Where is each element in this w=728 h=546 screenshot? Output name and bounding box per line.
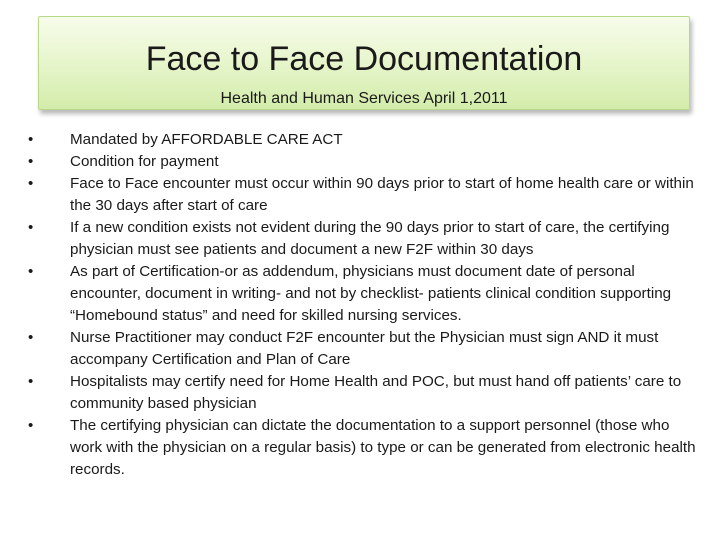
bullet-text: Hospitalists may certify need for Home Health and POC, but must hand off patients’ care to community based physician xyxy=(70,373,682,412)
title-box xyxy=(38,16,690,110)
bullet-text: The certifying physician can dictate the documentation to a support personnel (those who work with the physician on a regular basis) to type or can be generated from electronic health records. xyxy=(70,417,696,478)
bullet-text: If a new condition exists not evident during the 90 days prior to start of care, the certifying physician must see patients and document a new F2F within 30 days xyxy=(70,219,670,258)
bullet-item xyxy=(28,129,698,151)
bullet-item xyxy=(28,371,698,415)
bullet-item xyxy=(28,415,698,481)
bullet-item xyxy=(28,327,698,371)
slide-title: Face to Face Documentation xyxy=(145,40,583,78)
bullet-text: As part of Certification-or as addendum, physicians must document date of personal encounter, document in writing- and not by checklist- patients clinical condition supporting “Homebound status” and need for skilled nursing services. xyxy=(70,263,672,324)
bullet-icon: • xyxy=(28,219,34,236)
bullet-list xyxy=(28,129,698,481)
bullet-item xyxy=(28,261,698,327)
bullet-icon: • xyxy=(28,131,34,148)
bullet-item xyxy=(28,151,698,173)
bullet-item xyxy=(28,173,698,217)
bullet-text: Face to Face encounter must occur within 90 days prior to start of home health care or within the 30 days after start of care xyxy=(70,175,694,214)
bullet-item xyxy=(28,217,698,261)
bullet-icon: • xyxy=(28,153,34,170)
bullet-text: Nurse Practitioner may conduct F2F encounter but the Physician must sign AND it must accompany Certification and Plan of Care xyxy=(70,329,659,368)
bullet-icon: • xyxy=(28,329,34,346)
bullet-icon: • xyxy=(28,417,34,434)
bullet-icon: • xyxy=(28,263,34,280)
bullet-text: Condition for payment xyxy=(70,153,219,170)
bullet-icon: • xyxy=(28,373,34,390)
bullet-icon: • xyxy=(28,175,34,192)
slide-subtitle: Health and Human Services April 1,2011 xyxy=(220,90,508,107)
bullet-text: Mandated by AFFORDABLE CARE ACT xyxy=(70,131,343,148)
